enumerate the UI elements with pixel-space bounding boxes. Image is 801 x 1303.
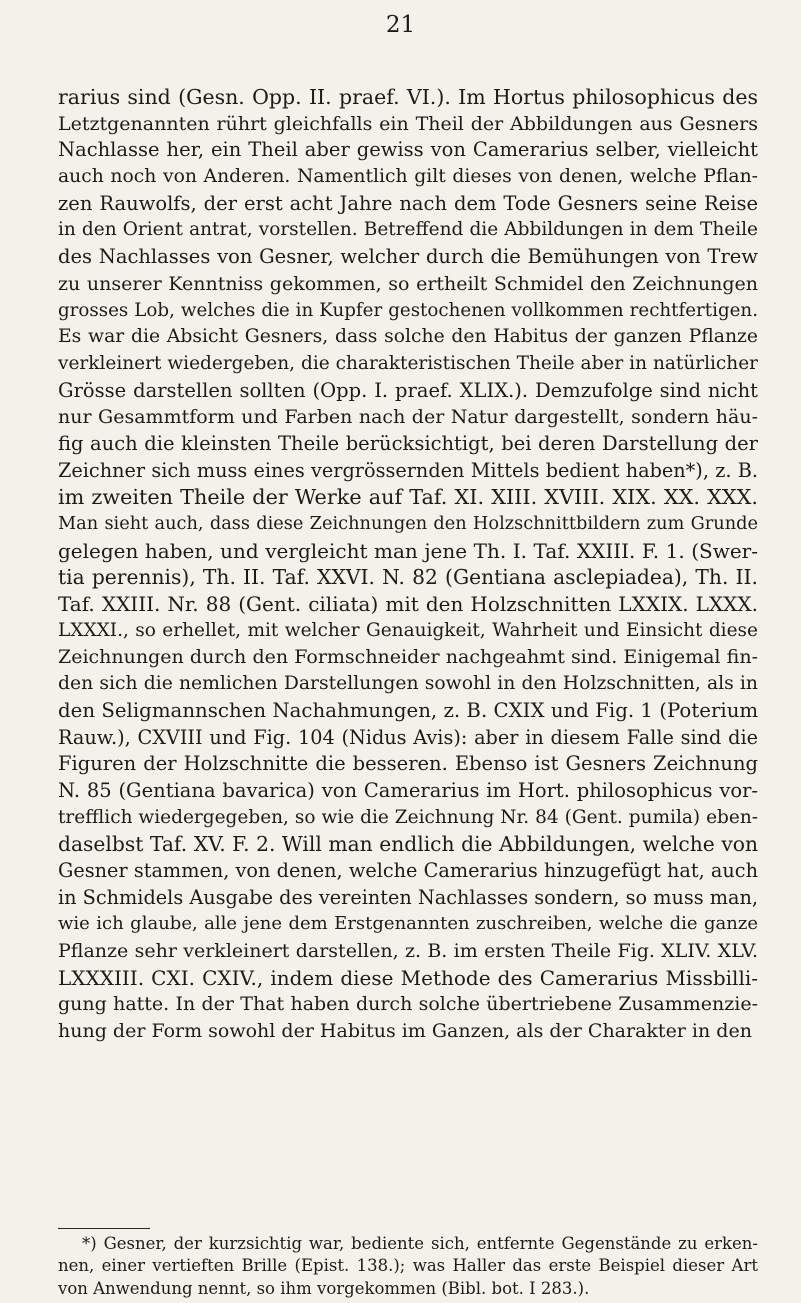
text-line: trefflich wiedergegeben, so wie die Zeichnung Nr. 84 (Gent. pumila) eben- <box>58 806 758 828</box>
footnote <box>58 1233 758 1300</box>
footnote-line: nen, einer vertieften Brille (Epist. 138.); was Haller das erste Beispiel dieser Art <box>58 1256 758 1276</box>
text-line: Zeichnungen durch den Formschneider nachgeahmt sind. Einigemal fin- <box>58 646 758 669</box>
text-line: Taf. XXIII. Nr. 88 (Gent. ciliata) mit den Holzschnitten LXXIX. LXXX. <box>58 592 758 617</box>
text-line: Pflanze sehr verkleinert darstellen, z. B. im ersten Theile Fig. XLIV. XLV. <box>58 940 758 962</box>
text-line: LXXXI., so erhellet, mit welcher Genauigkeit, Wahrheit und Einsicht diese <box>58 619 758 641</box>
text-line: Man sieht auch, dass diese Zeichnungen den Holzschnittbildern zum Grunde <box>58 514 758 534</box>
text-line: hung der Form sowohl der Habitus im Ganzen, als der Charakter in den <box>58 1020 752 1043</box>
text-line: Rauw.), CXVIII und Fig. 104 (Nidus Avis): aber in diesem Falle sind die <box>58 725 758 749</box>
text-line: nur Gesammtform und Farben nach der Natur dargestellt, sondern häu- <box>58 406 758 429</box>
text-line: fig auch die kleinsten Theile berücksichtigt, bei deren Darstellung der <box>58 431 758 455</box>
footnote-line: *) Gesner, der kurzsichtig war, bediente sich, entfernte Gegenstände zu erken- <box>82 1234 758 1253</box>
text-line: den sich die nemlichen Darstellungen sowohl in den Holzschnitten, als in <box>58 673 758 695</box>
text-line: Grösse darstellen sollten (Opp. I. praef. XLIX.). Demzufolge sind nicht <box>58 378 758 402</box>
text-line: daselbst Taf. XV. F. 2. Will man endlich die Abbildungen, welche von <box>58 832 758 857</box>
text-line: Zeichner sich muss eines vergrössernden Mittels bedient haben*), z. B. <box>58 458 758 482</box>
text-line: LXXXIII. CXI. CXIV., indem diese Methode des Camerarius Missbilli- <box>58 965 758 990</box>
text-line: gung hatte. In der That haben durch solche übertriebene Zusammenzie- <box>58 993 758 1016</box>
text-line: tia perennis), Th. II. Taf. XXVI. N. 82 (Gentiana asclepiadea), Th. II. <box>58 565 758 590</box>
page-number: 21 <box>385 12 416 38</box>
text-line: gelegen haben, und vergleicht man jene Th. I. Taf. XXIII. F. 1. (Swer- <box>58 538 758 563</box>
text-line: Figuren der Holzschnitte die besseren. Ebenso ist Gesners Zeichnung <box>58 752 758 776</box>
text-line: des Nachlasses von Gesner, welcher durch die Bemühungen von Trew <box>58 245 758 269</box>
text-line: zen Rauwolfs, der erst acht Jahre nach dem Tode Gesners seine Reise <box>58 191 758 215</box>
footnote-line: von Anwendung nennt, so ihm vorgekommen (Bibl. bot. I 283.). <box>58 1278 590 1298</box>
text-line: zu unserer Kenntniss gekommen, so ertheilt Schmidel den Zeichnungen <box>58 272 758 295</box>
text-line: N. 85 (Gentiana bavarica) von Camerarius im Hort. philosophicus vor- <box>58 778 758 802</box>
text-line: im zweiten Theile der Werke auf Taf. XI. XIII. XVIII. XIX. XX. XXX. <box>58 485 758 510</box>
text-line: verkleinert wiedergeben, die charakteristischen Theile aber in natürlicher <box>58 352 758 374</box>
text-line: in den Orient antrat, vorstellen. Betreffend die Abbildungen in dem Theile <box>58 219 758 241</box>
text-line: Es war die Absicht Gesners, dass solche den Habitus der ganzen Pflanze <box>58 326 758 348</box>
body-text <box>58 84 758 1045</box>
text-line: Letztgenannten rührt gleichfalls ein Theil der Abbildungen aus Gesners <box>58 112 758 135</box>
text-line: Gesner stammen, von denen, welche Camerarius hinzugefügt hat, auch <box>58 858 758 882</box>
text-line: in Schmidels Ausgabe des vereinten Nachlasses sondern, so muss man, <box>58 885 758 909</box>
text-line: grosses Lob, welches die in Kupfer gestochenen vollkommen rechtfertigen. <box>58 299 758 321</box>
text-line: Nachlasse her, ein Theil aber gewiss von Camerarius selber, vielleicht <box>58 138 758 162</box>
footnote-rule <box>58 1228 150 1229</box>
text-line: den Seligmannschen Nachahmungen, z. B. CXIX und Fig. 1 (Poterium <box>58 698 758 722</box>
text-line: wie ich glaube, alle jene dem Erstgenannten zuschreiben, welche die ganze <box>58 913 758 935</box>
text-line: auch noch von Anderen. Namentlich gilt dieses von denen, welche Pflan- <box>58 166 758 188</box>
text-line: rarius sind (Gesn. Opp. II. praef. VI.). Im Hortus philosophicus des <box>58 85 758 109</box>
